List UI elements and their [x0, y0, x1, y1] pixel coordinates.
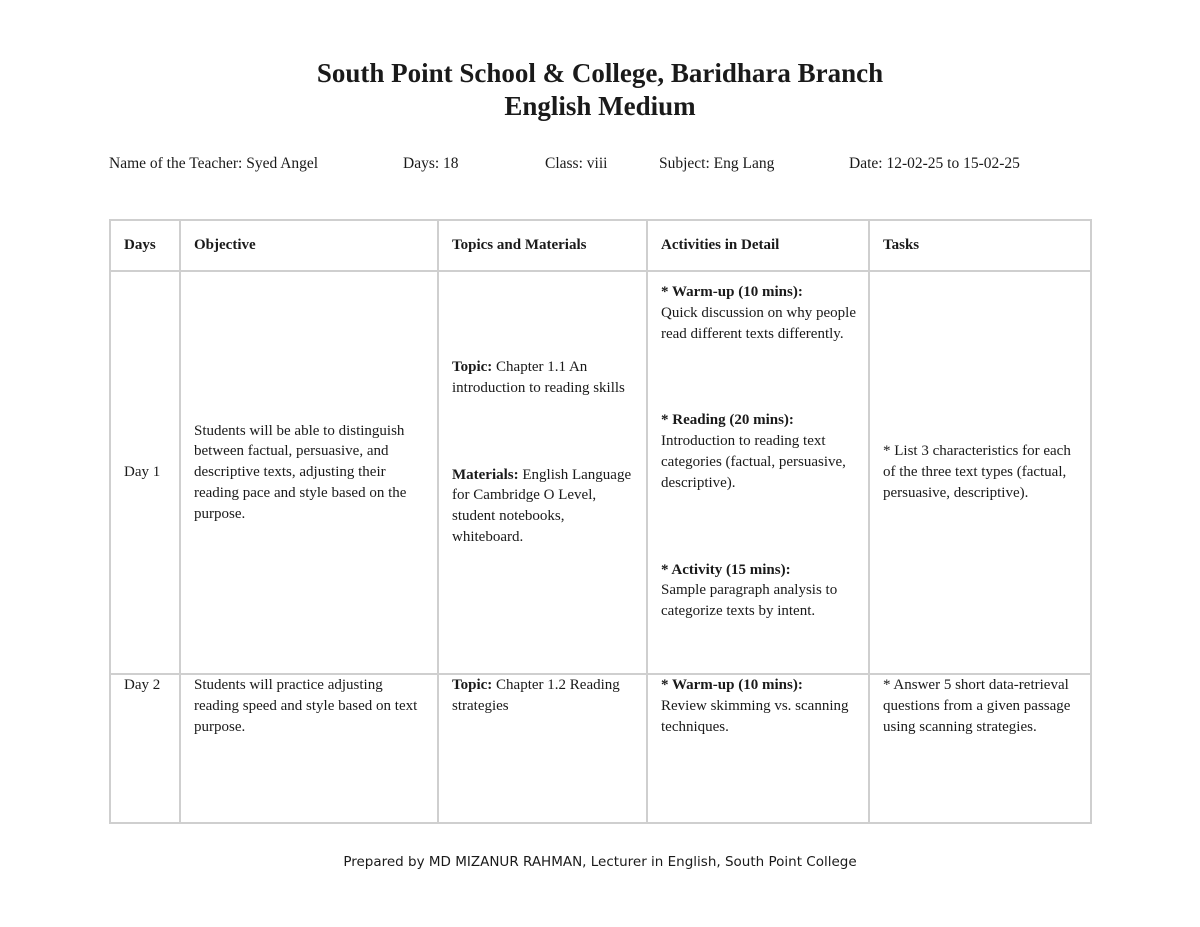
- table-row: [110, 271, 1091, 674]
- activities-cell: [647, 271, 869, 674]
- subject-info: Subject: Eng Lang: [659, 155, 775, 172]
- materials-label: Materials:: [452, 466, 519, 483]
- materials-block: [452, 465, 634, 548]
- day-cell: Day 2: [110, 674, 180, 823]
- topic-block: [452, 272, 634, 399]
- class-info: Class: viii: [545, 155, 608, 172]
- date-range: Date: 12-02-25 to 15-02-25: [849, 155, 1020, 172]
- task-cell: * Answer 5 short data-retrieval questions from a given passage using scanning strategies.: [869, 674, 1091, 823]
- activity-text: Quick discussion on why people read different texts differently.: [661, 304, 856, 342]
- activity-text: Sample paragraph analysis to categorize texts by intent.: [661, 582, 838, 620]
- topics-materials-cell: [438, 271, 647, 674]
- activity-block: [661, 282, 856, 344]
- objective-cell: Students will be able to distinguish between factual, persuasive, and descriptive texts, adjusting their reading pace and style based on the purpose.: [180, 271, 438, 674]
- column-header: Topics and Materials: [438, 220, 647, 271]
- objective-cell: Students will practice adjusting reading speed and style based on text purpose.: [180, 674, 438, 823]
- column-header: Activities in Detail: [647, 220, 869, 271]
- task-cell: * List 3 characteristics for each of the three text types (factual, persuasive, descriptive).: [869, 271, 1091, 674]
- topic-text: Chapter 1.2 Reading strategies: [452, 677, 620, 714]
- activity-label: * Activity (15 mins):: [661, 561, 791, 578]
- activity-label: * Warm-up (10 mins):: [661, 677, 803, 693]
- column-header: Days: [110, 220, 180, 271]
- page-footer: Prepared by MD MIZANUR RAHMAN, Lecturer in English, South Point College: [343, 854, 857, 870]
- table-header-row: [110, 220, 1091, 271]
- materials-text: English Language for Cambridge O Level, student notebooks, whiteboard.: [452, 466, 632, 545]
- activities-cell: [647, 674, 869, 823]
- teacher-name: Name of the Teacher: Syed Angel: [109, 155, 319, 172]
- topic-text: Chapter 1.1 An introduction to reading skills: [452, 359, 625, 396]
- activity-block: [661, 410, 856, 493]
- topic-label: Topic:: [452, 359, 493, 375]
- topic-label: Topic:: [452, 677, 493, 693]
- column-header: Tasks: [869, 220, 1091, 271]
- days-count: Days: 18: [403, 155, 459, 172]
- day-cell: Day 1: [110, 271, 180, 674]
- topics-materials-cell: [438, 674, 647, 823]
- activity-label: * Reading (20 mins):: [661, 412, 794, 429]
- activity-block: [661, 560, 856, 622]
- activity-label: * Warm-up (10 mins):: [661, 284, 803, 300]
- activity-text: Review skimming vs. scanning techniques.: [661, 697, 849, 735]
- table-row: [110, 674, 1091, 823]
- lesson-plan-table: [109, 219, 1092, 824]
- medium-subtitle: English Medium: [504, 91, 696, 121]
- school-title: South Point School & College, Baridhara Branch: [316, 58, 884, 88]
- column-header: Objective: [180, 220, 438, 271]
- activity-text: Introduction to reading text categories (factual, persuasive, descriptive).: [661, 433, 846, 491]
